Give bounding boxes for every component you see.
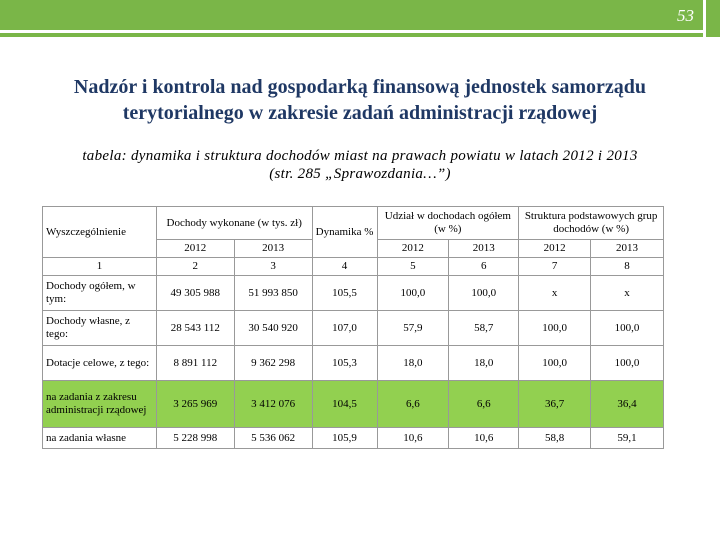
table-cell: 100,0: [519, 346, 591, 381]
header-cell: 2013: [591, 240, 664, 258]
header-cell: 2012: [156, 240, 234, 258]
header-cell: 4: [312, 258, 377, 276]
header-cell: Udział w dochodach ogółem (w %): [377, 207, 519, 240]
table-cell: 107,0: [312, 311, 377, 346]
table-cell: 3 265 969: [156, 381, 234, 428]
table-cell: 58,7: [449, 311, 519, 346]
row-label: Dotacje celowe, z tego:: [43, 346, 157, 381]
table-cell: 30 540 920: [234, 311, 312, 346]
table-cell: 8 891 112: [156, 346, 234, 381]
table-number-row: [43, 258, 664, 276]
table-cell: 6,6: [449, 381, 519, 428]
header-cell: Dynamika %: [312, 207, 377, 258]
top-green-line: [0, 33, 703, 37]
table-cell: 36,4: [591, 381, 664, 428]
header-cell: 2013: [234, 240, 312, 258]
table-cell: 5 536 062: [234, 428, 312, 449]
table-cell: 100,0: [519, 311, 591, 346]
table-cell: 105,9: [312, 428, 377, 449]
table-cell: 18,0: [377, 346, 449, 381]
table-caption: [20, 147, 700, 183]
table-row: [43, 276, 664, 311]
table-cell: 105,5: [312, 276, 377, 311]
caption-line-2: (str. 285 „Sprawozdania…”): [269, 166, 451, 182]
header-cell: 2012: [519, 240, 591, 258]
table-cell: x: [591, 276, 664, 311]
table-cell: 51 993 850: [234, 276, 312, 311]
table-cell: 100,0: [449, 276, 519, 311]
header-cell: 5: [377, 258, 449, 276]
table-cell: 49 305 988: [156, 276, 234, 311]
table-cell: 36,7: [519, 381, 591, 428]
row-label: na zadania z zakresu administracji rządowej: [43, 381, 157, 428]
top-green-band: [0, 0, 703, 30]
table-cell: 5 228 998: [156, 428, 234, 449]
header-cell: 3: [234, 258, 312, 276]
row-label: Dochody ogółem, w tym:: [43, 276, 157, 311]
table-cell: 10,6: [449, 428, 519, 449]
table-row: [43, 346, 664, 381]
corner-green-block: [706, 0, 720, 37]
table-cell: 100,0: [591, 346, 664, 381]
table-header-row: [43, 207, 664, 240]
table-cell: 10,6: [377, 428, 449, 449]
table-row: [43, 428, 664, 449]
table-cell: 28 543 112: [156, 311, 234, 346]
table-cell: 100,0: [591, 311, 664, 346]
header-cell: Wyszczególnienie: [43, 207, 157, 258]
header-cell: Struktura podstawowych grup dochodów (w %): [519, 207, 664, 240]
table-cell: 59,1: [591, 428, 664, 449]
table-cell: 100,0: [377, 276, 449, 311]
table-cell: 3 412 076: [234, 381, 312, 428]
header-cell: 2013: [449, 240, 519, 258]
table-cell: 6,6: [377, 381, 449, 428]
title-line-2: terytorialnego w zakresie zadań administracji rządowej: [122, 102, 598, 124]
header-cell: 2: [156, 258, 234, 276]
row-label: na zadania własne: [43, 428, 157, 449]
table-cell: 57,9: [377, 311, 449, 346]
header-cell: 8: [591, 258, 664, 276]
table-cell: x: [519, 276, 591, 311]
page-number: 53: [677, 6, 694, 25]
table-cell: 58,8: [519, 428, 591, 449]
header-cell: 1: [43, 258, 157, 276]
header-cell: 6: [449, 258, 519, 276]
table-row-highlighted: [43, 381, 664, 428]
table-row: [43, 311, 664, 346]
table-cell: 104,5: [312, 381, 377, 428]
table-cell: 9 362 298: [234, 346, 312, 381]
header-cell: Dochody wykonane (w tys. zł): [156, 207, 312, 240]
table-cell: 18,0: [449, 346, 519, 381]
header-cell: 7: [519, 258, 591, 276]
caption-line-1: tabela: dynamika i struktura dochodów miast na prawach powiatu w latach 2012 i 2013: [82, 148, 638, 164]
row-label: Dochody własne, z tego:: [43, 311, 157, 346]
slide-title: [20, 74, 700, 126]
table-cell: 105,3: [312, 346, 377, 381]
income-table: [42, 206, 664, 449]
title-line-1: Nadzór i kontrola nad gospodarką finansową jednostek samorządu: [73, 76, 647, 98]
header-cell: 2012: [377, 240, 449, 258]
